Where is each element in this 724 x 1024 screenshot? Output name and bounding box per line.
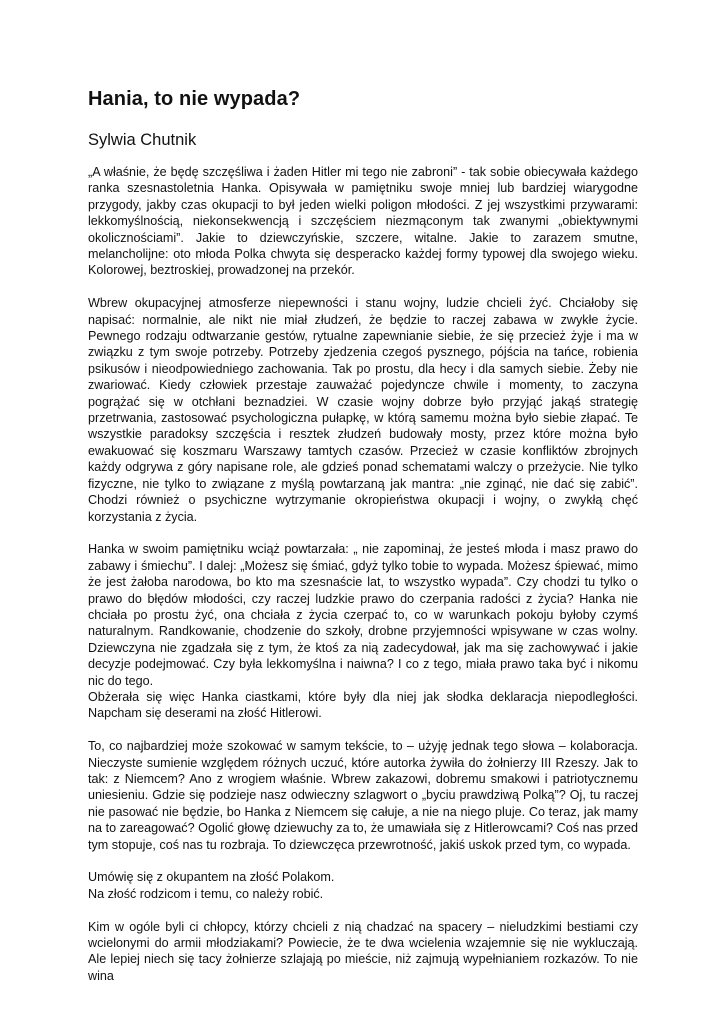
paragraph: „A właśnie, że będę szczęśliwa i żaden Hitler mi tego nie zabroni” - tak sobie obiecywała każdego ranka szesnastoletnia Hanka. Opisywała w pamiętniku swoje mniej lub bardziej wiarygodne przygody, jakby czas okupacji to był jeden wielki poligon młodości. Z jej wszystkimi przywarami: lekkomyślnością, niekonsekwencją i szczęściem niezmąconym tak zwanymi „obiektywnymi okolicznościami”. Jakie to dziewczyńskie, szczere, witalne. Jakie to zarazem smutne, melancholijne: oto młoda Polka chwyta się desperacko każdej formy typowej dla swojego wieku. Kolorowej, beztroskiej, prowadzonej na przekór. — [88, 165, 638, 278]
paragraph: To, co najbardziej może szokować w samym tekście, to – użyję jednak tego słowa – kolaboracja. Nieczyste sumienie względem różnych uczuć, które autorka żywiła do żołnierzy III Rzeszy. Jak to tak: z Niemcem? Ano z wrogiem właśnie. Wbrew zakazowi, dobremu smakowi i patriotycznemu uniesieniu. Gdzie się podzieje nasz odwieczny szlagwort o „byciu prawdziwą Polką”? Oj, tu raczej nie pasować nie będzie, bo Hanka z Niemcem się całuje, a nie na niego pluje. Co teraz, jak mamy na to zareagować? Ogolić głowę dziewuchy za to, że umawiała się z Hitlerowcami? Coś nas przed tym stopuje, coś nas tu rozbraja. To dziewczęca przewrotność, jakiś uskok przed tym, co wypada. — [88, 739, 638, 852]
paragraph: Umówię się z okupantem na złość Polakom. — [88, 870, 335, 885]
paragraph: Kim w ogóle byli ci chłopcy, którzy chcieli z nią chadzać na spacery – nieludzkimi bestiami czy wcielonymi do armii młodziakami? Powiecie, że te dwa wcielenia wzajemnie się nie wykluczają. Ale lepiej niech się tacy żołnierze szlajają po mieście, niż zajmują wypełnianiem rozkazów. To nie wina — [88, 919, 638, 983]
paragraph: Wbrew okupacyjnej atmosferze niepewności i stanu wojny, ludzie chcieli żyć. Chciałoby się napisać: normalnie, ale nikt nie miał złudzeń, że będzie to raczej zabawa w zwykłe życie. Pewnego rodzaju odtwarzanie gestów, rytualne zapewnianie siebie, że się przecież żyje i ma w związku z tym swoje potrzeby. Potrzeby zjedzenia czegoś pysznego, pójścia na tańce, robienia psikusów i nieodpowiedniego zachowania. Tak po prostu, dla hecy i dla samych siebie. Żeby nie zwariować. Kiedy człowiek przestaje zauważać pojedyncze chwile i momenty, to zaczyna pogrążać się w otchłani beznadziei. W czasie wojny dobrze było przyjąć jakąś strategię przetrwania, zastosować psychologiczna pułapkę, w którą samemu można było siebie złapać. Te wszystkie paradoksy szczęścia i resztek złudzeń budowały mosty, przez które można było ewakuować się koszmaru Warszawy tamtych czasów. Przecież w czasie konfliktów zbrojnych każdy odgrywa z góry napisane role, ale gdzieś ponad schematami walczy o przeżycie. Nie tylko fizyczne, nie tylko to związane z myślą powtarzaną jak mantra: „nie zginąć, nie dać się zabić”. Chodzi również o psychiczne wytrzymanie okropieństwa okupacji i wojny, o zwykłą chęć korzystania z życia. — [88, 296, 638, 524]
document-title: Hania, to nie wypada? — [88, 88, 301, 110]
paragraph: Hanka w swoim pamiętniku wciąż powtarzała: „ nie zapominaj, że jesteś młoda i masz prawo do zabawy i śmiechu”. I dalej: „Możesz się śmiać, gdyż tylko tobie to wypada. Możesz śpiewać, mimo że jest żałoba narodowa, bo kto ma szesnaście lat, to wszystko wypada”. Czy chodzi tu tylko o prawo do błędów młodości, czy raczej ludzkie prawo do czerpania radości z życia? Hanka nie chciała po prostu żyć, ona chciała z życia czerpać to, co w warunkach pokoju byłoby czymś naturalnym. Randkowanie, chodzenie do szkoły, drobne przyjemności wpisywane w czas wolny. Dziewczyna nie zgadzała się z tym, że ktoś za nią zadecydował, jak ma się zachowywać i jakie decyzje podejmować. Czy była lekkomyślna i naiwna? I co z tego, miała prawo taka być i nikomu nic do tego. — [88, 542, 638, 688]
author-name: Sylwia Chutnik — [88, 131, 197, 149]
article-body — [88, 164, 638, 984]
paragraph: Na złość rodzicom i temu, co należy robić. — [88, 886, 324, 901]
paragraph: Obżerała się więc Hanka ciastkami, które były dla niej jak słodka deklaracja niepodległości. Napcham się deserami na złość Hitlerowi. — [88, 689, 638, 721]
